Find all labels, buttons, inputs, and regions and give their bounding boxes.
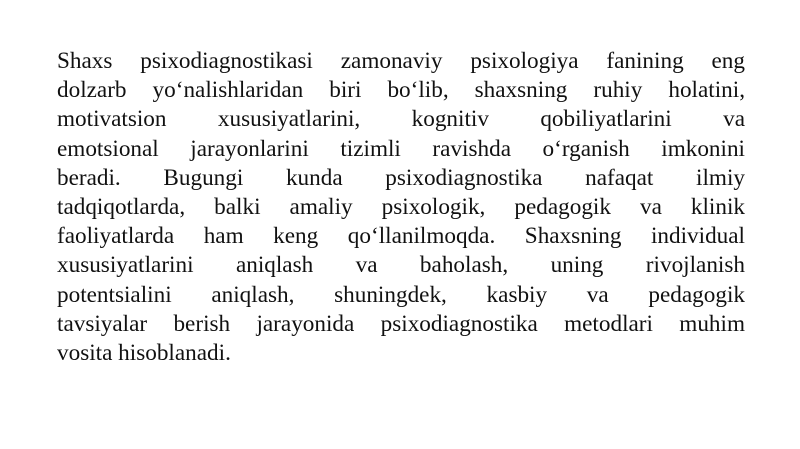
paragraph-line: dolzarb yo‘nalishlaridan biri bo‘lib, shaxsning ruhiy holatini, bbox=[57, 77, 745, 104]
paragraph-line: xususiyatlarini aniqlash va baholash, uning rivojlanish bbox=[57, 252, 745, 279]
paragraph-line: potentsialini aniqlash, shuningdek, kasbiy va pedagogik bbox=[57, 281, 745, 308]
paragraph-line: Shaxs psixodiagnostikasi zamonaviy psixologiya fanining eng bbox=[57, 48, 745, 74]
body-paragraph bbox=[57, 47, 745, 368]
paragraph-line: emotsional jarayonlarini tizimli ravishda o‘rganish imkonini bbox=[57, 135, 745, 162]
paragraph-line: tadqiqotlarda, balki amaliy psixologik, pedagogik va klinik bbox=[57, 193, 745, 220]
paragraph-line: tavsiyalar berish jarayonida psixodiagnostika metodlari muhim bbox=[57, 310, 745, 337]
paragraph-line: vosita hisoblanadi. bbox=[57, 339, 231, 366]
paragraph-line: beradi. Bugungi kunda psixodiagnostika nafaqat ilmiy bbox=[57, 164, 745, 191]
paragraph-line: motivatsion xususiyatlarini, kognitiv qobiliyatlarini va bbox=[57, 106, 745, 133]
paragraph-line: faoliyatlarda ham keng qo‘llanilmoqda. Shaxsning individual bbox=[57, 223, 745, 250]
